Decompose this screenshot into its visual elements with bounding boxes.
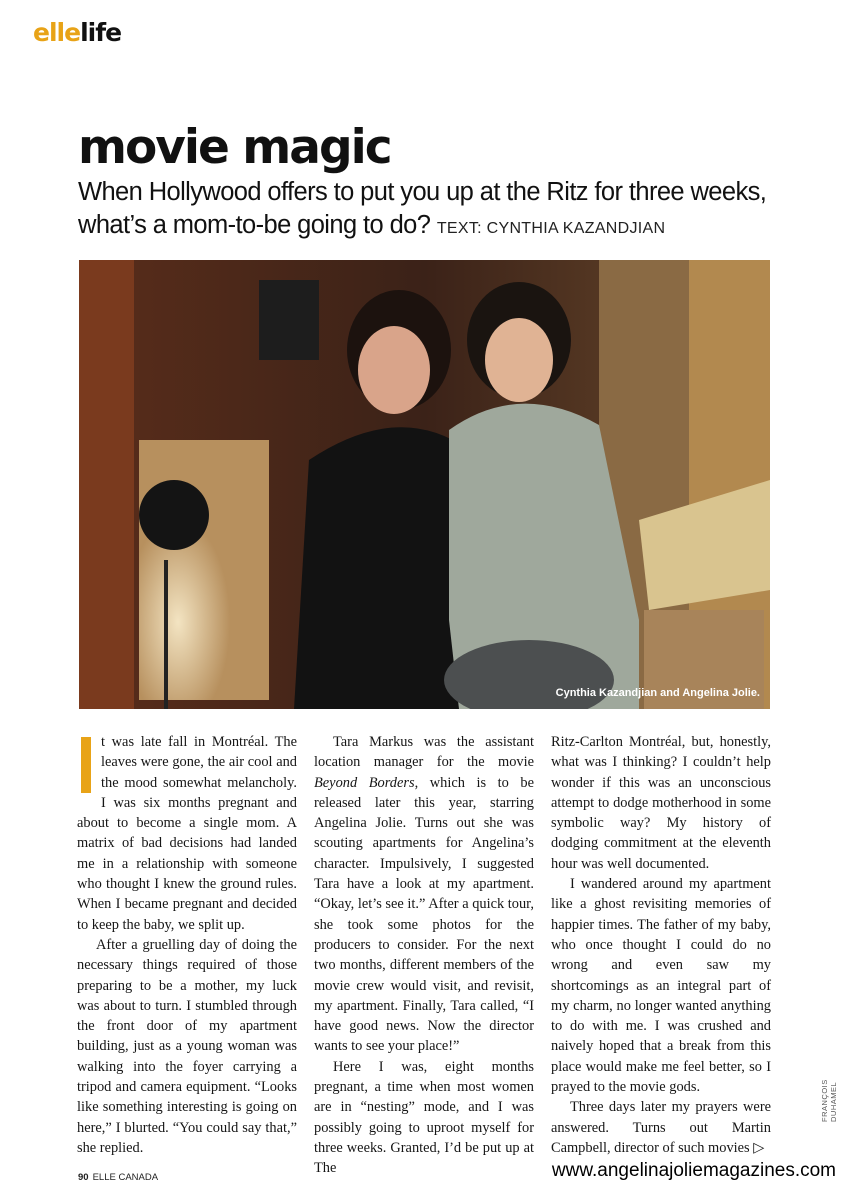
paragraph: Ritz-Carlton Montréal, but, honestly, what was I thinking? I couldn’t help wonder if this was an unconscious attempt to dodge motherhood in some symbolic way? My history of dodging commitment at the eleventh hour was well documented. [551, 734, 771, 872]
byline: TEXT: CYNTHIA KAZANDJIAN [436, 220, 666, 237]
photo-caption: Cynthia Kazandjian and Angelina Jolie. [555, 687, 760, 699]
paragraph: I wandered around my apartment like a ghost revisiting memories of happier times. The father of my baby, who once thought I could do no wrong and even saw my shortcomings as an integral part of my charm, no longer wanted anything to do with me. I was crushed and naively hoped that a break from this place would make me feel better, so I prayed to the movie gods. [551, 876, 771, 1096]
movie-title: Beyond Borders [314, 774, 415, 791]
watermark-url: www.angelinajoliemagazines.com [551, 1160, 836, 1181]
photo-credit: FRANÇOIS DUHAMEL [820, 1079, 838, 1122]
headline: movie magic [78, 120, 391, 175]
column-1 [77, 732, 297, 1158]
column-3 [551, 732, 771, 1158]
article-photo [79, 260, 770, 709]
drop-cap-bar [81, 737, 91, 793]
photo-illustration [79, 260, 770, 709]
column-2 [314, 732, 534, 1179]
deck-text: When Hollywood offers to put you up at the Ritz for three weeks, what’s a mom-to-be going to do? [78, 178, 767, 239]
page-number: 90 [78, 1172, 89, 1183]
section-tag-accent: elle [33, 18, 81, 47]
paragraph: Three days later my prayers were answered. Turns out Martin Campbell, director of such movies ▷ [551, 1099, 771, 1156]
publication-name: ELLE CANADA [92, 1172, 159, 1183]
section-tag-rest: life [80, 18, 122, 47]
folio [78, 1172, 158, 1183]
deck [78, 176, 778, 245]
continue-arrow-icon: ▷ [753, 1139, 765, 1156]
paragraph: t was late fall in Montréal. The leaves were gone, the air cool and the mood somewhat melancholy. I was six months pregnant and about to become a single mom. A matrix of bad decisions had landed me in a relationship with someone who thought I knew the ground rules. When I became pregnant and decided to keep the baby, we split up. [77, 734, 297, 933]
section-tag [33, 18, 121, 47]
paragraph: After a gruelling day of doing the necessary things required of those preparing to be a mother, my luck was about to turn. I stumbled through the front door of my apartment building, just as a young woman was walking into the foyer carrying a tripod and camera equipment. “Looks like something interesting is going on here,” I blurted. “You could say that,” she replied. [77, 936, 297, 1156]
paragraph: Tara Markus was the assistant location manager for the movie Beyond Borders, which is to be released later this year, starring Angelina Jolie. Turns out she was scouting apartments for Angelina’s character. Impulsively, I suggested Tara have a look at my apartment. “Okay, let’s see it.” After a quick tour, she took some photos for the producers to consider. For the next two months, different members of the movie crew would visit, and revisit, my apartment. Finally, Tara called, “I have good news. Now the director wants to see your place!” [314, 734, 534, 1055]
paragraph: Here I was, eight months pregnant, a time when most women are in “nesting” mode, and I was possibly going to uproot myself for three weeks. Granted, I’d be put up at The [314, 1058, 534, 1177]
